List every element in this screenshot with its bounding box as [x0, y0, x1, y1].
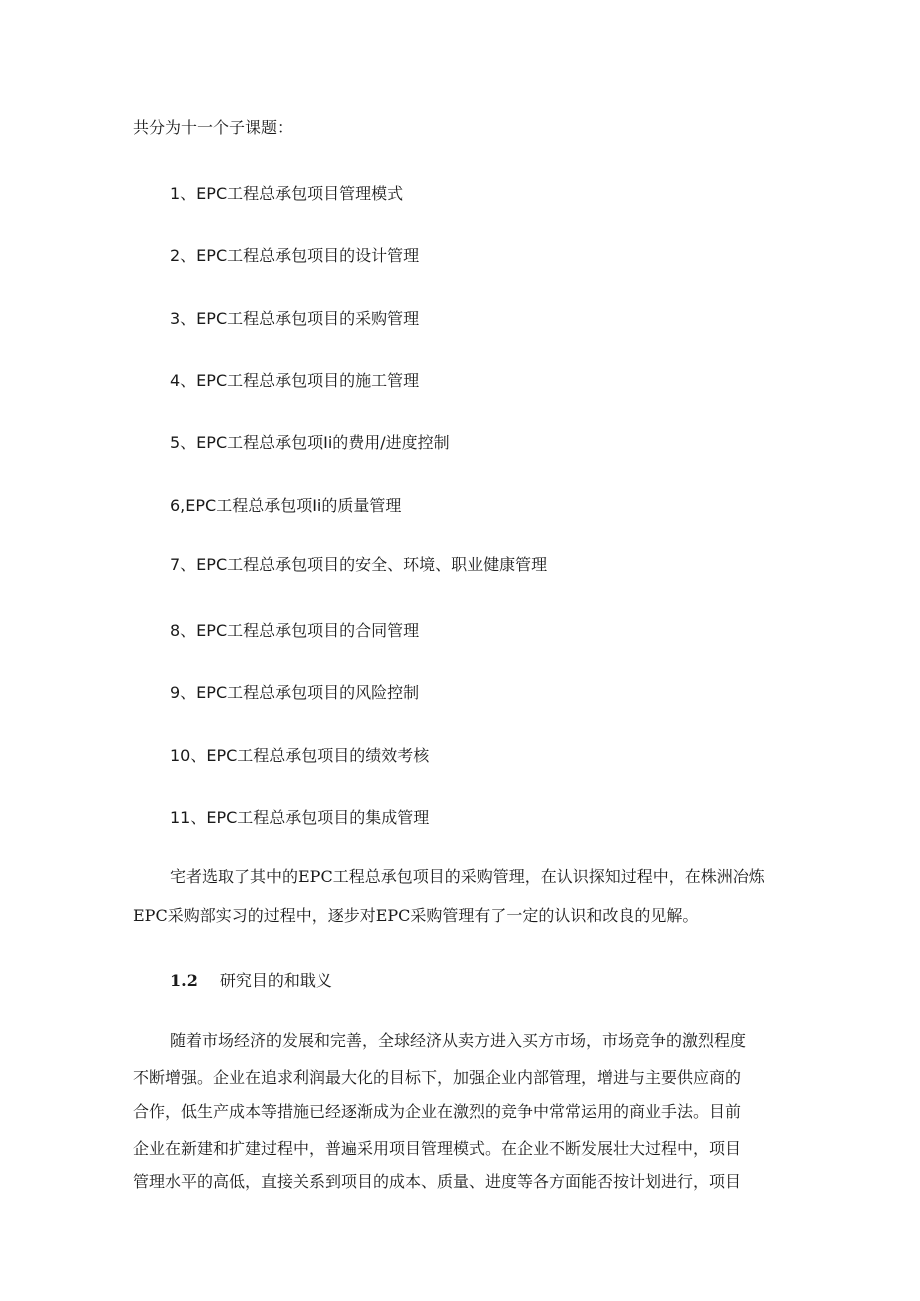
section-heading [170, 971, 332, 991]
paragraph-line: 管理水平的高低，直接关系到项目的成本、质量、进度等各方面能否按计划进行，项目 [133, 1172, 742, 1191]
list-item: 3、EPC工程总承包项目的采购管理 [170, 309, 420, 328]
list-item: 8、EPC工程总承包项目的合同管理 [170, 621, 420, 640]
list-item: 7、EPC工程总承包项目的安全、环境、职业健康管理 [170, 555, 548, 574]
list-item: 1、EPC工程总承包项目管理模式 [170, 184, 404, 203]
list-item: 6,EPC工程总承包项Ii的质量管理 [170, 496, 402, 515]
list-item: 4、EPC工程总承包项目的施工管理 [170, 371, 420, 390]
paragraph-line: EPC采购部实习的过程中，逐步对EPC采购管理有了一定的认识和改良的见解。 [133, 906, 699, 925]
list-item: 9、EPC工程总承包项目的风险控制 [170, 683, 420, 702]
section-title: 研究目的和戢义 [219, 971, 332, 990]
paragraph-line: 宅者选取了其中的EPC工程总承包项目的采购管理，在认识探知过程中，在株洲冶炼 [170, 867, 765, 886]
intro-text: 共分为十一个子课题： [133, 118, 294, 137]
list-item: 11、EPC工程总承包项目的集成管理 [170, 808, 430, 827]
paragraph-line: 随着市场经济的发展和完善，全球经济从卖方进入买方市场，市场竞争的激烈程度 [170, 1031, 747, 1050]
paragraph-line: 企业在新建和扩建过程中，普遍采用项目管理模式。在企业不断发展壮大过程中，项目 [133, 1139, 742, 1158]
list-item: 10、EPC工程总承包项目的绩效考核 [170, 746, 430, 765]
paragraph-line: 不断增强。企业在追求利润最大化的目标下，加强企业内部管理，增进与主要供应商的 [133, 1068, 742, 1087]
section-number: 1.2 [170, 971, 198, 990]
list-item: 5、EPC工程总承包项Ii的费用/进度控制 [170, 433, 450, 452]
paragraph-line: 合作，低生产成本等措施已经逐渐成为企业在激烈的竞争中常常运用的商业手法。目前 [133, 1102, 742, 1121]
list-item: 2、EPC工程总承包项目的设计管理 [170, 246, 420, 265]
